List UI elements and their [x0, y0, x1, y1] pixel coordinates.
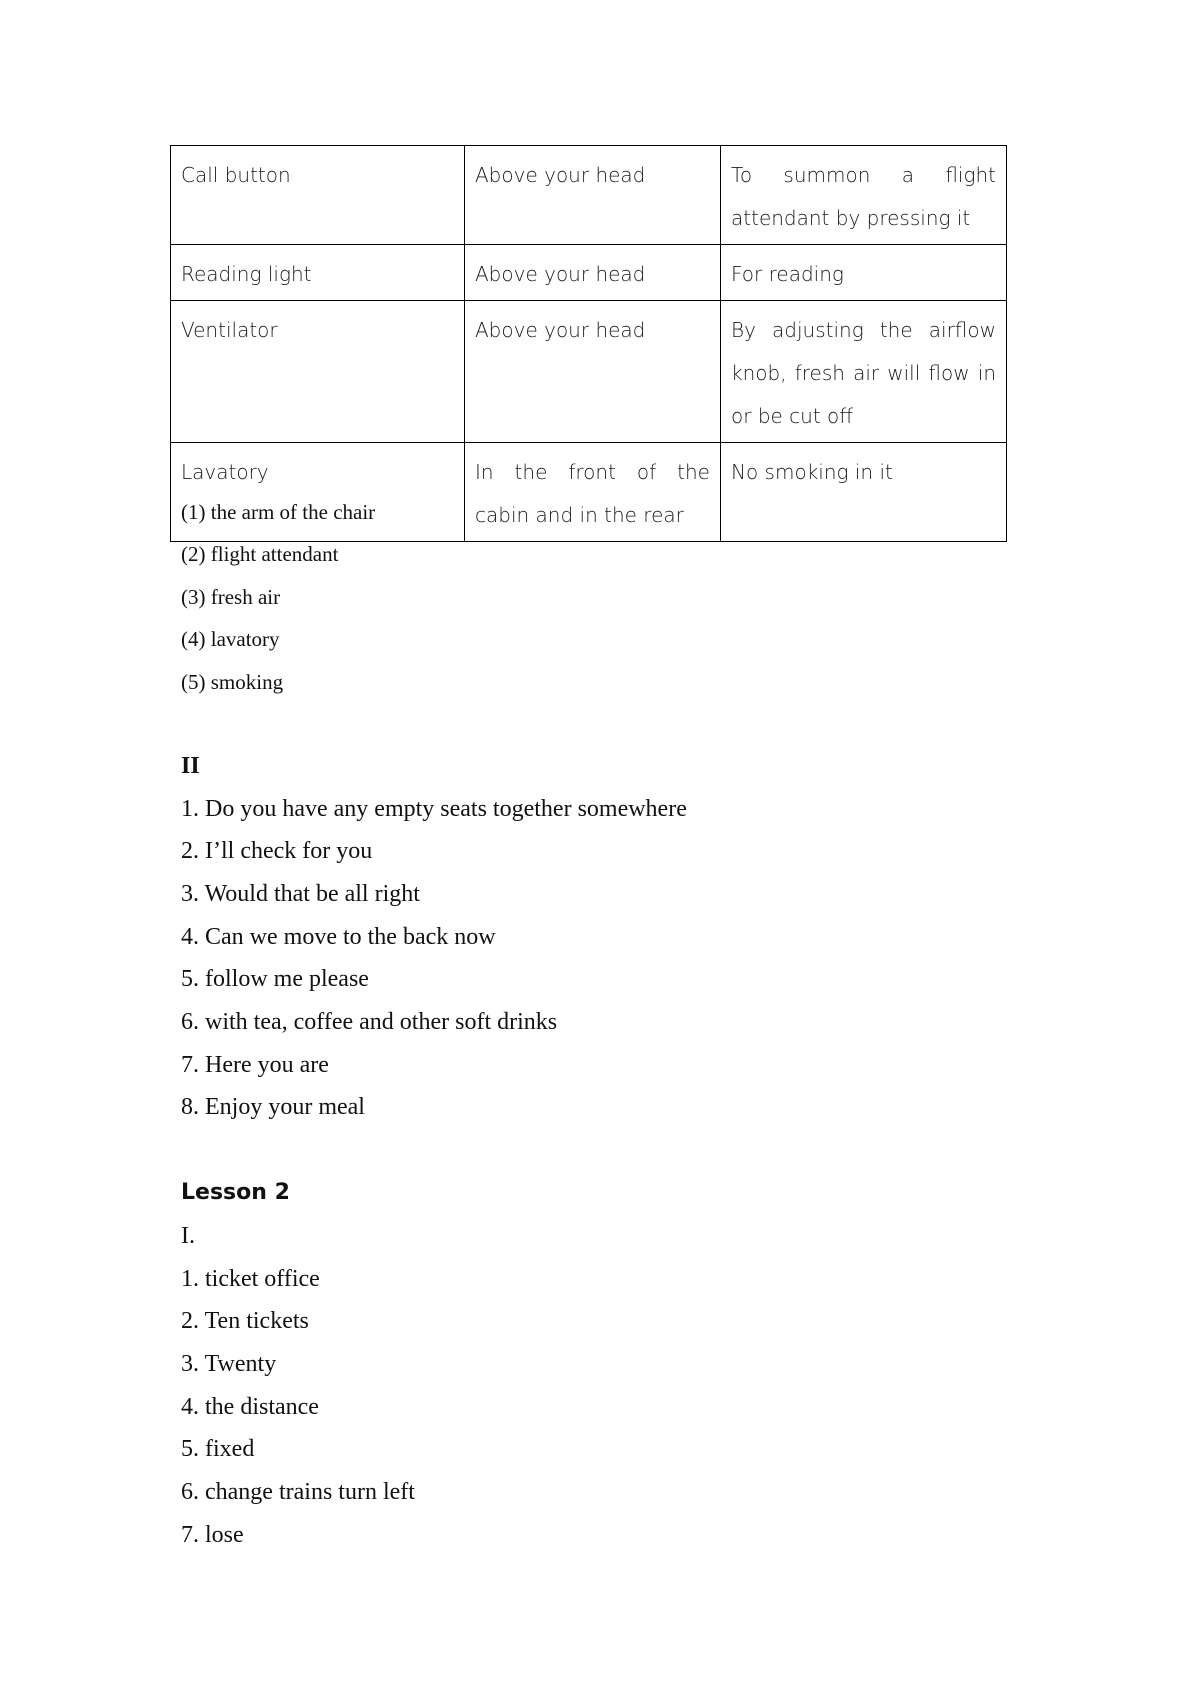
vocab-item: (1) the arm of the chair: [181, 500, 376, 524]
table-cell-function: No smoking in it: [721, 443, 1007, 542]
list-item: 8. Enjoy your meal: [181, 1094, 365, 1120]
table-cell-location: Above your head: [465, 245, 721, 301]
table-cell-function: For reading: [721, 245, 1007, 301]
list-item: 2. Ten tickets: [181, 1308, 309, 1334]
vocab-item: (3) fresh air: [181, 585, 281, 609]
table-cell-location: Above your head: [465, 301, 721, 443]
table-cell-item: Ventilator: [171, 301, 465, 443]
lesson-heading: Lesson 2: [181, 1180, 290, 1205]
table-cell-item: Reading light: [171, 245, 465, 301]
table-cell-item: Call button: [171, 146, 465, 245]
table-row: [171, 443, 1007, 542]
table-cell-location: Above your head: [465, 146, 721, 245]
table-cell-location: In the front of the cabin and in the rear: [465, 443, 721, 542]
list-item: 1. ticket office: [181, 1266, 320, 1292]
list-item: 6. with tea, coffee and other soft drinks: [181, 1009, 558, 1035]
table-cell-function: To summon a flight attendant by pressing it: [721, 146, 1007, 245]
list-item: 3. Would that be all right: [181, 881, 420, 907]
table-cell-item: Lavatory: [171, 443, 465, 542]
list-item: 5. fixed: [181, 1436, 255, 1462]
table-row: [171, 301, 1007, 443]
list-item: 4. the distance: [181, 1394, 319, 1420]
list-item: 3. Twenty: [181, 1351, 277, 1377]
vocab-item: (4) lavatory: [181, 627, 280, 651]
list-item: 5. follow me please: [181, 966, 369, 992]
section-heading: II: [181, 753, 200, 779]
section-subheading: I.: [181, 1223, 195, 1249]
list-item: 7. lose: [181, 1522, 244, 1548]
list-item: 2. I’ll check for you: [181, 838, 373, 864]
table-row: [171, 245, 1007, 301]
table-row: [171, 146, 1007, 245]
list-item: 7. Here you are: [181, 1052, 329, 1078]
list-item: 1. Do you have any empty seats together somewhere: [181, 796, 687, 822]
list-item: 4. Can we move to the back now: [181, 924, 496, 950]
vocab-item: (2) flight attendant: [181, 542, 339, 566]
table-cell-function: By adjusting the airflow knob, fresh air will flow in or be cut off: [721, 301, 1007, 443]
vocab-item: (5) smoking: [181, 670, 284, 694]
list-item: 6. change trains turn left: [181, 1479, 415, 1505]
cabin-facilities-table: [170, 145, 1007, 542]
